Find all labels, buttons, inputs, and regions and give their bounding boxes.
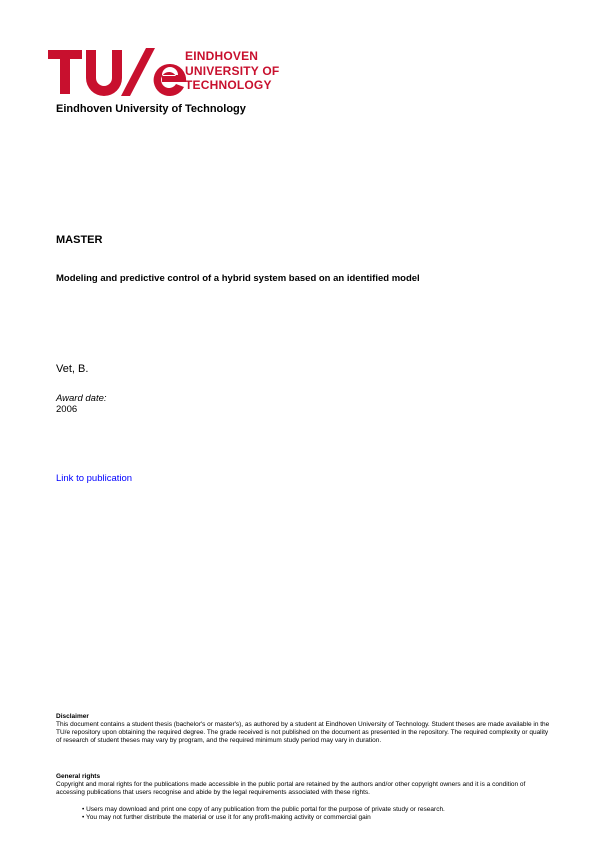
disclaimer-heading: Disclaimer [56,713,89,720]
tue-logo-mark-icon [48,48,188,96]
general-rights-body: Copyright and moral rights for the publications made accessible in the public portal are retained by the authors and/or other copyright owners and it is a condition of accessing publications that users recognise and abide by the legal requirements associated with these rights. [56,781,526,796]
rights-bullet-list [82,806,552,822]
general-rights-heading: General rights [56,773,101,780]
publication-link[interactable]: Link to publication [56,473,133,484]
institution-name: Eindhoven University of Technology [56,103,246,115]
wordmark-line-1: EINDHOVEN [185,49,259,63]
thesis-title: Modeling and predictive control of a hybrid system based on an identified model [56,273,420,284]
document-type: MASTER [56,234,103,246]
award-date-label: Award date: [56,393,107,404]
university-wordmark [185,49,315,93]
tue-logo [48,48,298,98]
wordmark-line-3: TECHNOLOGY [185,78,272,92]
disclaimer-body: This document contains a student thesis (bachelor's or master's), as authored by a student at Eindhoven University of Technology. Student theses are made available in the TU/e repository upon obtaining the required degree. The grade received is not published on the document as presented in the repository. The required complexity or quality of research of student theses may vary by program, and the required minimum study period may vary in duration. [56,721,550,744]
disclaimer-section [56,713,551,745]
general-rights-section [56,773,551,797]
rights-bullet-item: • Users may download and print one copy of any publication from the public portal for the purpose of private study or research. [82,806,445,813]
rights-bullet-item: • You may not further distribute the material or use it for any profit-making activity or commercial gain [82,814,371,821]
author-name: Vet, B. [56,363,89,375]
award-date-value: 2006 [56,404,78,415]
wordmark-line-2: UNIVERSITY OF [185,63,280,78]
